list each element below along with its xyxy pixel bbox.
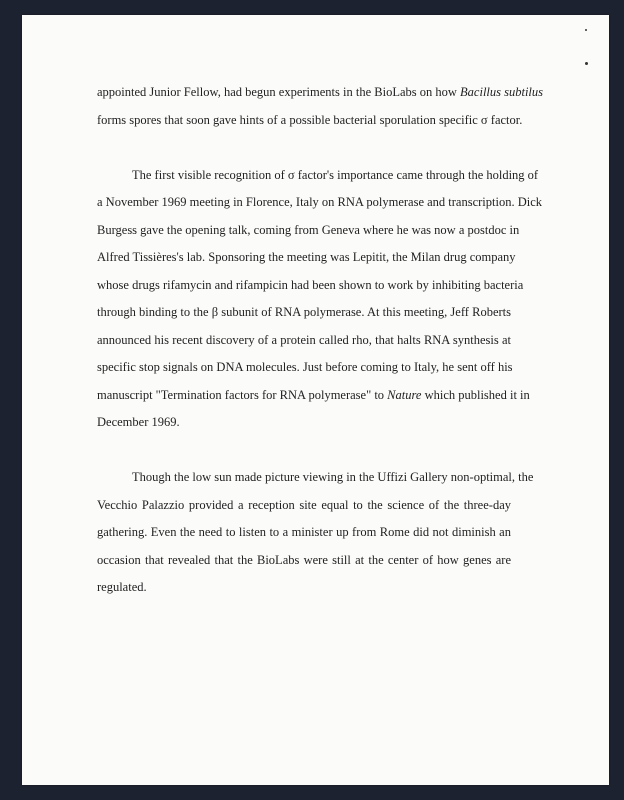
paper-speck [585,29,587,31]
text-line: announced his recent discovery of a protein called rho, that halts RNA synthesis at [97,332,511,347]
text-line: Though the low sun made picture viewing in the Uffizi Gallery non-optimal, the [132,470,534,484]
body-text [97,79,544,602]
paragraph-1 [97,79,544,134]
text-line: regulated. [97,580,147,594]
text-line: appointed Junior Fellow, had begun experiments in the BioLabs on how Bacillus subtilus [97,85,544,99]
text-line: Burgess gave the opening talk, coming from Geneva where he was now a postdoc in [97,222,520,237]
text-line: a November 1969 meeting in Florence, Italy on RNA polymerase and transcription. Dick [97,195,543,209]
text-line: manuscript "Termination factors for RNA polymerase" to Nature which published it in [97,387,530,402]
paragraph-3 [97,464,534,602]
text-line: gathering. Even the need to listen to a minister up from Rome did not diminish an [97,525,511,539]
text-line: Vecchio Palazzio provided a reception site equal to the science of the three-day [97,497,511,512]
text-line: forms spores that soon gave hints of a possible bacterial sporulation specific σ factor. [97,112,523,127]
text-line: whose drugs rifamycin and rifampicin had been shown to work by inhibiting bacteria [97,277,524,292]
text-line: occasion that revealed that the BioLabs were still at the center of how genes are [97,552,511,567]
italic-term: Bacillus subtilus [460,85,544,99]
text-line: The first visible recognition of σ factor's importance came through the holding of [132,167,539,182]
text-line: December 1969. [97,415,180,429]
text-line: through binding to the β subunit of RNA polymerase. At this meeting, Jeff Roberts [97,305,511,319]
paragraph-2 [97,162,543,437]
italic-term: Nature [387,387,422,402]
paper-speck [585,62,588,65]
document-page [22,15,609,785]
text-line: specific stop signals on DNA molecules. Just before coming to Italy, he sent off his [97,360,513,374]
text-line: Alfred Tissières's lab. Sponsoring the meeting was Lepitit, the Milan drug company [97,250,516,264]
